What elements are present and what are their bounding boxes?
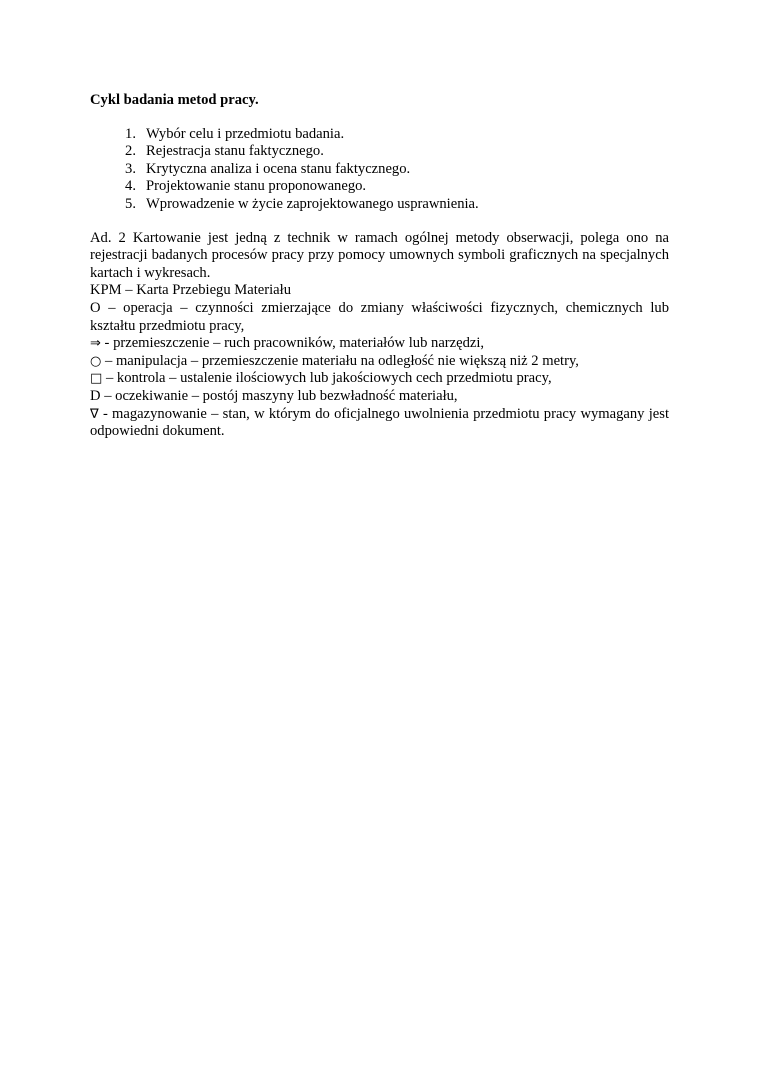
operation-symbol: O <box>90 299 101 316</box>
list-item-number: 4. <box>125 178 136 195</box>
square-icon: □ <box>90 371 103 387</box>
circle-icon: ○ <box>90 353 102 369</box>
document-title: Cykl badania metod pracy. <box>90 92 259 108</box>
symbol-description: – oczekiwanie – postój maszyny lub bezwładność materiału, <box>100 387 458 404</box>
delay-symbol: D <box>90 387 101 404</box>
list-item-number: 5. <box>125 195 136 212</box>
steps-list <box>90 126 669 214</box>
arrow-right-icon: ⇒ <box>90 336 101 352</box>
list-item-text: Wybór celu i przedmiotu badania. <box>146 125 345 142</box>
list-item <box>90 196 669 214</box>
list-item-number: 3. <box>125 160 136 177</box>
triangle-down-icon: ∇ <box>90 406 99 422</box>
symbol-description: - przemieszczenie – ruch pracowników, materiałów lub narzędzi, <box>100 335 485 352</box>
list-item-number: 2. <box>125 143 136 160</box>
list-item-text: Rejestracja stanu faktycznego. <box>146 143 324 160</box>
symbol-line-kontrola <box>90 370 669 388</box>
list-item <box>90 126 669 144</box>
list-item-text: Wprowadzenie w życie zaprojektowanego usprawnienia. <box>146 195 479 212</box>
list-item <box>90 161 669 179</box>
symbol-line-oczekiwanie <box>90 388 669 406</box>
symbol-description: – kontrola – ustalenie ilościowych lub jakościowych cech przedmiotu pracy, <box>102 370 552 387</box>
symbol-description: - magazynowanie – stan, w którym do oficjalnego uwolnienia przedmiotu pracy wymagany jest odpowiedni dokument. <box>90 405 669 440</box>
symbol-line-przemieszczenie <box>90 335 669 353</box>
list-item <box>90 143 669 161</box>
symbol-line-magazynowanie <box>90 406 669 441</box>
kpm-line: KPM – Karta Przebiegu Materiału <box>90 282 292 299</box>
kartowanie-paragraph: Ad. 2 Kartowanie jest jedną z technik w ramach ogólnej metody obserwacji, polega ono na rejestracji badanych procesów pracy przy pomocy umownych symboli graficznych na specjalnych kartach i wykresach. <box>90 229 669 281</box>
symbol-line-operacja <box>90 300 669 335</box>
symbol-description: – operacja – czynności zmierzające do zmiany właściwości fizycznych, chemicznych lub kształtu przedmiotu pracy, <box>90 299 669 334</box>
symbol-description: – manipulacja – przemieszczenie materiału na odległość nie większą niż 2 metry, <box>101 352 579 369</box>
list-item <box>90 178 669 196</box>
document-content <box>90 92 669 441</box>
list-item-number: 1. <box>125 125 136 142</box>
symbol-line-manipulacja <box>90 353 669 371</box>
list-item-text: Projektowanie stanu proponowanego. <box>146 178 367 195</box>
list-item-text: Krytyczna analiza i ocena stanu faktycznego. <box>146 160 411 177</box>
